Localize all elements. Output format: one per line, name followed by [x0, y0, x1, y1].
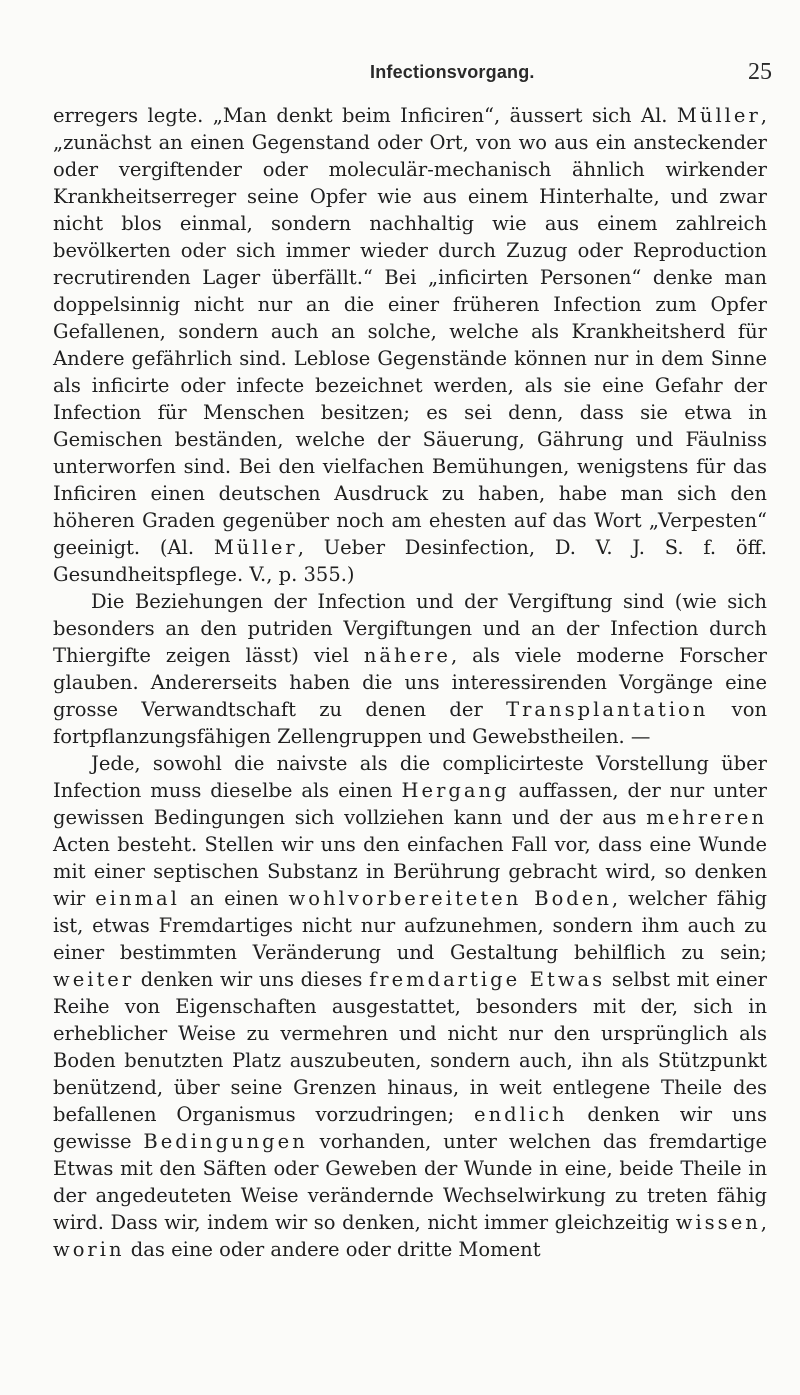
- paragraph-continued: [53, 102, 767, 588]
- emphasis-spaced: wohlvorbereiteten Boden: [288, 887, 612, 910]
- running-title: Infectionsvorgang.: [370, 62, 535, 82]
- text-run: das eine oder andere oder dritte Moment: [124, 1238, 541, 1261]
- text-run: Jede, sowohl die naivste als die complicirteste Vorstellung über Infection muss dieselbe als einen: [53, 752, 767, 802]
- text-run: selbst mit einer Reihe von Eigenschaften ausgestattet, besonders mit der, sich in erheblicher Weise zu vermehren und nicht nur den ursprünglich als Boden benutzten Platz auszubeuten, sondern auch, ihn als Stützpunkt benützend, über seine Grenzen hinaus, in weit entlegene Theile des befallenen Organismus vorzudringen;: [53, 968, 767, 1126]
- emphasis-spaced: einmal: [95, 887, 180, 910]
- emphasis-spaced: fremdartige Etwas: [369, 968, 606, 991]
- text-run: denken wir uns gewisse: [53, 1103, 767, 1153]
- emphasis-spaced: endlich: [474, 1103, 568, 1126]
- text-run: auffassen, der nur unter gewissen Bedingungen sich vollziehen kann und der aus: [53, 779, 767, 829]
- emphasis-spaced: wissen: [675, 1211, 761, 1234]
- emphasis-spaced: Hergang: [401, 779, 510, 802]
- emphasis-spaced: worin: [53, 1238, 125, 1261]
- emphasis-spaced: Müller: [213, 536, 298, 559]
- page-number: 25: [748, 59, 772, 85]
- emphasis-spaced: Transplantation: [506, 698, 709, 721]
- text-run: an einen: [179, 887, 289, 910]
- text-run: Die Beziehungen der Infection und der Vergiftung sind (wie sich besonders an den putriden Vergiftungen und an der Infection durch Thiergifte zeigen lässt) viel: [53, 590, 767, 667]
- page-body: [53, 102, 767, 1263]
- text-run: , welcher fähig ist, etwas Fremdartiges nicht nur aufzunehmen, sondern ihm auch zu einer bestimmten Veränderung und Gestaltung behilflich zu sein;: [53, 887, 767, 964]
- emphasis-spaced: Müller: [676, 104, 761, 127]
- text-run: vorhanden, unter welchen das fremdartige Etwas mit den Säften oder Geweben der Wunde in eine, beide Theile in der angedeuteten Weise verändernde Wechselwirkung zu treten fähig wird. Dass wir, indem wir so denken, nicht immer gleichzeitig: [53, 1130, 767, 1234]
- text-run: , als viele moderne Forscher glauben. Andererseits haben die uns interessirenden Vorgänge eine grosse Verwandtschaft zu denen der: [53, 644, 767, 721]
- emphasis-spaced: Bedingungen: [143, 1130, 308, 1153]
- paragraph-beziehungen: [53, 588, 767, 750]
- text-run: Acten besteht. Stellen wir uns den einfachen Fall vor, dass eine Wunde mit einer septischen Substanz in Berührung gebracht wird, so denken wir: [53, 833, 767, 910]
- text-run: von fortpflanzungsfähigen Zellengruppen und Gewebstheilen. —: [53, 698, 767, 748]
- text-run: denken wir uns dieses: [134, 968, 370, 991]
- text-run: , „zunächst an einen Gegenstand oder Ort, von wo aus ein ansteckender oder vergiftender oder moleculär-mechanisch ähnlich wirkender Krankheitserreger seine Opfer wie aus einem Hinterhalte, und zwar nicht blos einmal, sondern nachhaltig wie aus einem zahlreich bevölkerten oder sich immer wieder durch Zuzug oder Reproduction recrutirenden Lager überfällt.“ Bei „inficirten Personen“ denke man doppelsinnig nicht nur an die einer früheren Infection zum Opfer Gefallenen, sondern auch an solche, welche als Krankheitsherd für Andere gefährlich sind. Leblose Gegenstände können nur in dem Sinne als inficirte oder infecte bezeichnet werden, als sie eine Gefahr der Infection für Menschen besitzen; es sei denn, dass sie etwa in Gemischen beständen, welche der Säuerung, Gährung und Fäulniss unterworfen sind. Bei den vielfachen Bemühungen, wenigstens für das Inficiren einen deutschen Ausdruck zu haben, habe man sich den höheren Graden gegenüber noch am ehesten auf das Wort „Verpesten“ geeinigt. (Al.: [53, 104, 767, 559]
- text-run: , Ueber Desinfection, D. V. J. S. f. öff. Gesundheitspflege. V., p. 355.): [53, 536, 767, 586]
- emphasis-spaced: nähere: [363, 644, 451, 667]
- text-run: erregers legte. „Man denkt beim Inficiren“, äussert sich Al.: [53, 104, 677, 127]
- emphasis-spaced: weiter: [53, 968, 135, 991]
- page-header: [0, 59, 800, 92]
- paragraph-vorstellung: [53, 750, 767, 1263]
- emphasis-spaced: mehreren: [646, 806, 767, 829]
- text-run: ,: [760, 1211, 767, 1234]
